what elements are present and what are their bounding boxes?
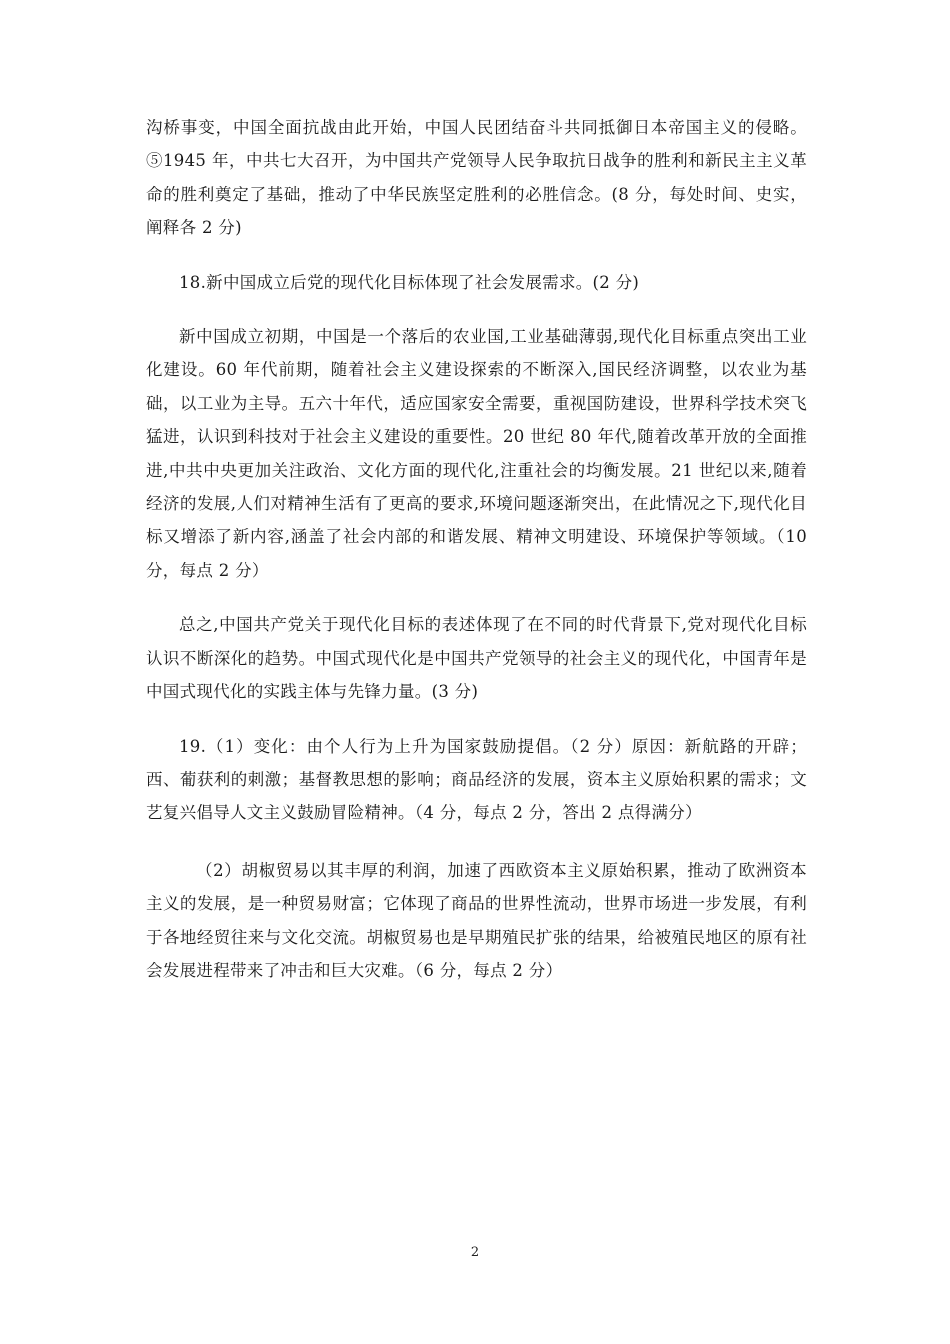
paragraph-question-19-part-1: 19.（1）变化：由个人行为上升为国家鼓励提倡。（2 分）原因：新航路的开辟；西、葡获利的刺激；基督教思想的影响；商品经济的发展，资本主义原始积累的需求；文艺复兴倡导人文主义鼓励冒险精神。（4 分，每点 2 分，答出 2 点得满分）: [146, 736, 807, 823]
document-body: [146, 111, 807, 987]
paragraph-question-18-heading: 18.新中国成立后党的现代化目标体现了社会发展需求。(2 分): [179, 272, 640, 292]
page-number: 2: [470, 1245, 480, 1260]
paragraph-question-18-body: 新中国成立初期，中国是一个落后的农业国,工业基础薄弱,现代化目标重点突出工业化建设。60 年代前期，随着社会主义建设探索的不断深入,国民经济调整，以农业为基础，以工业为主导。五六十年代，适应国家安全需要，重视国防建设，世界科学技术突飞猛进，认识到科技对于社会主义建设的重要性。20 世纪 80 年代,随着改革开放的全面推进,中共中央更加关注政治、文化方面的现代化,注重社会的均衡发展。21 世纪以来,随着经济的发展,人们对精神生活有了更高的要求,环境问题逐渐突出，在此情况之下,现代化目标又增添了新内容,涵盖了社会内部的和谐发展、精神文明建设、环境保护等领域。（10 分，每点 2 分）: [146, 327, 807, 580]
paragraph-question-18-summary: 总之,中国共产党关于现代化目标的表述体现了在不同的时代背景下,党对现代化目标认识不断深化的趋势。中国式现代化是中国共产党领导的社会主义的现代化，中国青年是中国式现代化的实践主体与先锋力量。(3 分): [146, 615, 807, 702]
paragraph-continuation-17: 沟桥事变，中国全面抗战由此开始，中国人民团结奋斗共同抵御日本帝国主义的侵略。 ⑤1945 年，中共七大召开，为中国共产党领导人民争取抗日战争的胜利和新民主主义革命的胜利奠定了基础，推动了中华民族坚定胜利的必胜信念。(8 分，每处时间、史实，阐释各 2 分): [146, 118, 807, 238]
paragraph-question-19-part-2: （2）胡椒贸易以其丰厚的利润，加速了西欧资本主义原始积累，推动了欧洲资本主义的发展，是一种贸易财富；它体现了商品的世界性流动，世界市场进一步发展，有利于各地经贸往来与文化交流。胡椒贸易也是早期殖民扩张的结果，给被殖民地区的原有社会发展进程带来了冲击和巨大灾难。（6 分，每点 2 分）: [146, 860, 807, 980]
